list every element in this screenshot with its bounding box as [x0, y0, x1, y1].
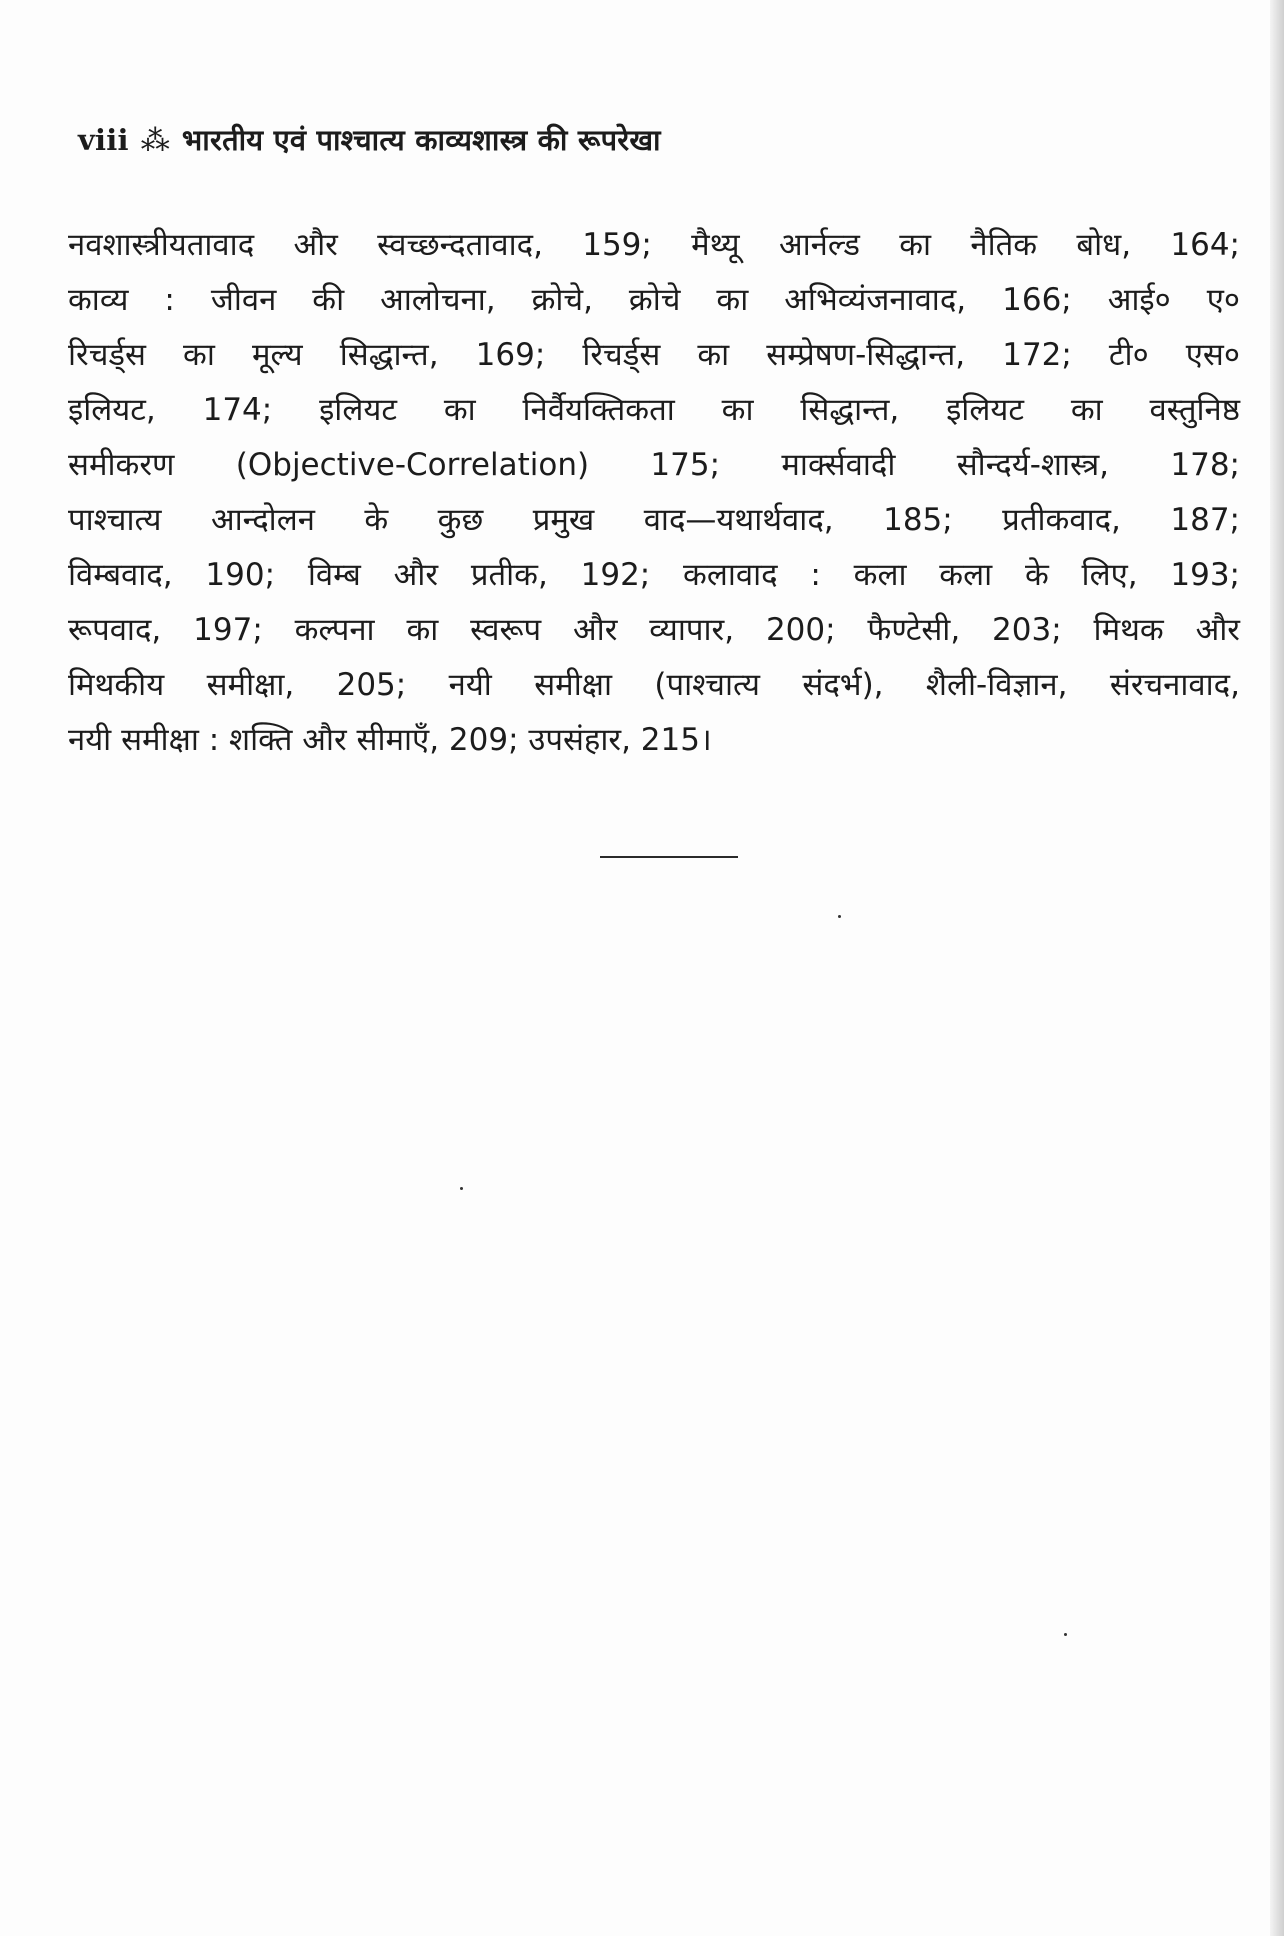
text-line: रूपवाद, 197; कल्पना का स्वरूप और व्यापार, 200; फैण्टेसी, 203; मिथक और — [68, 612, 1240, 648]
text-line: रिचर्ड्स का मूल्य सिद्धान्त, 169; रिचर्ड्स का सम्प्रेषण-सिद्धान्त, 172; टी० एस० — [68, 337, 1240, 373]
text-line: नवशास्त्रीयतावाद और स्वच्छन्दतावाद, 159; मैथ्यू आर्नल्ड का नैतिक बोध, 164; — [68, 227, 1240, 263]
text-line: मिथकीय समीक्षा, 205; नयी समीक्षा (पाश्चात्य संदर्भ), शैली-विज्ञान, संरचनावाद, — [68, 667, 1240, 703]
text-line: विम्बवाद, 190; विम्ब और प्रतीक, 192; कलावाद : कला कला के लिए, 193; — [68, 557, 1240, 593]
text-line: इलियट, 174; इलियट का निर्वैयक्तिकता का सिद्धान्त, इलियट का वस्तुनिष्ठ — [68, 392, 1240, 428]
text-line: समीकरण (Objective-Correlation) 175; मार्क्सवादी सौन्दर्य-शास्त्र, 178; — [68, 447, 1240, 483]
print-speck — [1064, 1633, 1067, 1636]
text-line: काव्य : जीवन की आलोचना, क्रोचे, क्रोचे का अभिव्यंजनावाद, 166; आई० ए० — [68, 282, 1240, 318]
book-title: भारतीय एवं पाश्चात्य काव्यशास्त्र की रूपरेखा — [181, 123, 661, 157]
ornament-icon: ⁂ — [140, 123, 170, 157]
section-end-rule — [600, 856, 738, 858]
text-line: नयी समीक्षा : शक्ति और सीमाएँ, 209; उपसंहार, 215। — [68, 722, 712, 758]
print-speck — [460, 1187, 463, 1190]
running-header — [78, 120, 1198, 159]
contents-paragraph — [68, 218, 1240, 768]
page-edge-shadow — [1270, 0, 1284, 1936]
text-line: पाश्चात्य आन्दोलन के कुछ प्रमुख वाद—यथार्थवाद, 185; प्रतीकवाद, 187; — [68, 502, 1240, 538]
page-number: viii — [78, 123, 129, 157]
print-speck — [838, 915, 841, 918]
